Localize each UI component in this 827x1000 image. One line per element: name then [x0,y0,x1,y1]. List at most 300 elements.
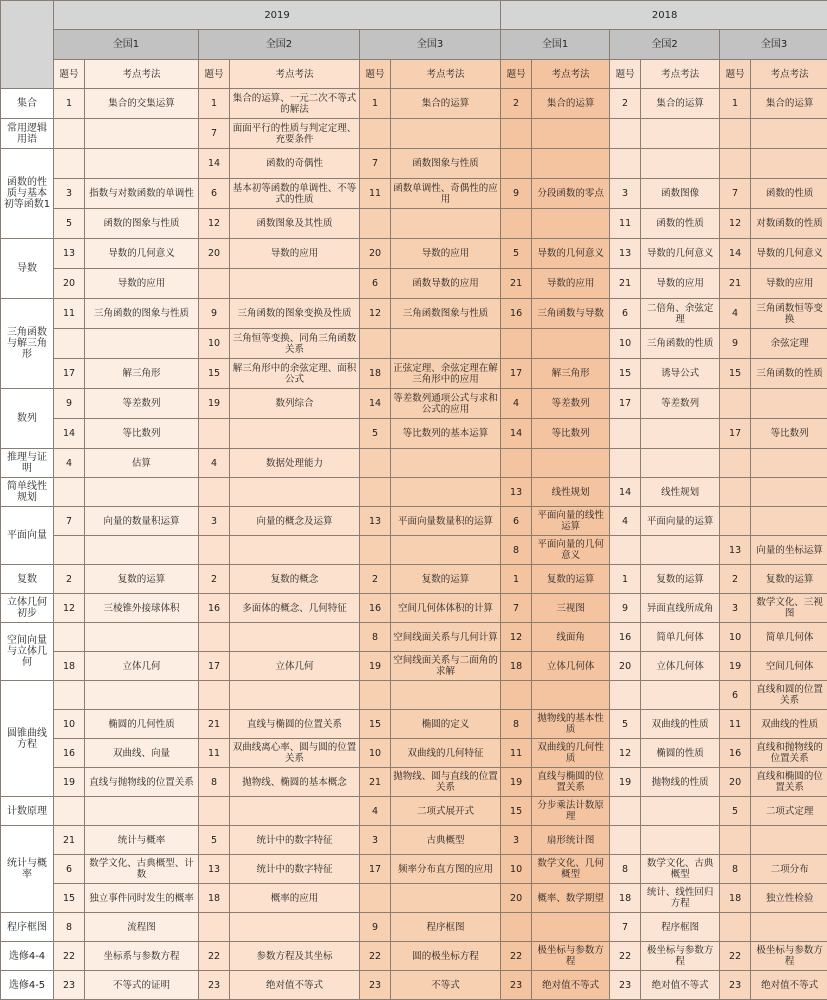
question-number: 15 [199,359,230,389]
col-header-topic: 考点考法 [532,60,610,89]
topic-cell: 函数导数的应用 [391,269,501,299]
question-number: 20 [360,239,391,269]
category-cell: 导数 [1,239,54,299]
topic-cell: 数列综合 [230,389,360,419]
topic-cell: 异面直线所成角 [641,594,720,623]
question-number: 6 [199,179,230,209]
topic-cell: 直线与椭圆的位置关系 [532,768,610,797]
question-number [199,478,230,507]
topic-cell: 函数的性质 [641,209,720,239]
table-row [1,710,827,739]
question-number: 17 [501,359,532,389]
topic-cell: 椭圆的性质 [641,739,720,768]
question-number: 15 [720,359,751,389]
question-number: 20 [720,768,751,797]
category-cell: 简单线性规划 [1,478,54,507]
question-number: 22 [501,942,532,971]
table-row [1,536,827,565]
topic-cell: 三角函数恒等变换 [751,299,827,329]
category-cell: 平面向量 [1,507,54,565]
category-cell: 选修4-4 [1,942,54,971]
col-header-topic: 考点考法 [391,60,501,89]
topic-cell: 立体几何 [85,652,199,681]
topic-cell [532,681,610,710]
topic-cell: 不等式的证明 [85,971,199,1000]
category-cell: 统计与概率 [1,826,54,913]
topic-cell: 等比数列 [85,419,199,449]
table-row [1,478,827,507]
topic-cell: 函数图象及其性质 [230,209,360,239]
topic-cell: 导数的几何意义 [85,239,199,269]
question-number: 20 [501,884,532,913]
topic-cell: 集合的运算 [751,89,827,119]
topic-cell: 诱导公式 [641,359,720,389]
question-number: 5 [501,239,532,269]
topic-cell [751,119,827,149]
question-number: 20 [199,239,230,269]
topic-cell [391,681,501,710]
question-number: 9 [54,389,85,419]
topic-cell: 空间线面关系与几何计算 [391,623,501,652]
question-number: 8 [610,855,641,884]
topic-cell [230,797,360,826]
question-number: 22 [610,942,641,971]
region-header-row [1,30,827,60]
topic-cell [751,449,827,478]
topic-cell: 导数的应用 [751,269,827,299]
topic-cell: 复数的运算 [85,565,199,594]
topic-cell: 简单几何体 [751,623,827,652]
question-number: 8 [501,536,532,565]
question-number: 18 [360,359,391,389]
topic-cell [85,681,199,710]
question-number [199,623,230,652]
topic-cell: 正弦定理、余弦定理在解三角形中的应用 [391,359,501,389]
col-header-topic: 考点考法 [751,60,827,89]
question-number [360,536,391,565]
topic-cell [85,329,199,359]
question-number [360,209,391,239]
topic-cell: 空间几何体体积的计算 [391,594,501,623]
topic-cell: 函数图像 [641,179,720,209]
topic-cell: 参数方程及其坐标 [230,942,360,971]
topic-cell: 椭圆的几何性质 [85,710,199,739]
topic-cell: 线性规划 [641,478,720,507]
topic-cell: 独立性检验 [751,884,827,913]
question-number: 2 [610,89,641,119]
question-number: 1 [501,565,532,594]
table-row [1,419,827,449]
question-number: 10 [360,739,391,768]
table-row [1,855,827,884]
question-number: 17 [199,652,230,681]
category-cell: 立体几何初步 [1,594,54,623]
question-number: 20 [610,652,641,681]
question-number: 22 [199,942,230,971]
topic-cell: 三角恒等变换、同角三角函数关系 [230,329,360,359]
topic-cell: 对数函数的性质 [751,209,827,239]
topic-cell: 向量的概念及运算 [230,507,360,536]
question-number [360,449,391,478]
question-number: 2 [360,565,391,594]
topic-cell: 直线与椭圆的位置关系 [230,710,360,739]
table-row [1,623,827,652]
topic-cell: 立体几何体 [641,652,720,681]
topic-cell [532,913,610,942]
topic-cell: 函数的图象与性质 [85,209,199,239]
question-number: 19 [501,768,532,797]
topic-cell: 立体几何 [230,652,360,681]
question-number [610,419,641,449]
topic-cell: 导数的应用 [391,239,501,269]
category-cell: 选修4-5 [1,971,54,1000]
table-row [1,449,827,478]
topic-cell [391,884,501,913]
table-row [1,269,827,299]
topic-cell: 极坐标与参数方程 [641,942,720,971]
table-row [1,209,827,239]
question-number: 4 [54,449,85,478]
category-cell: 复数 [1,565,54,594]
table-row [1,179,827,209]
question-number: 6 [360,269,391,299]
topic-cell [85,623,199,652]
question-number: 7 [360,149,391,179]
topic-cell: 数学文化、古典概型、计数 [85,855,199,884]
col-header-topic: 考点考法 [85,60,199,89]
year-label: 2019 [54,1,501,30]
topic-cell: 极坐标与参数方程 [532,942,610,971]
topic-cell: 二项式定理 [751,797,827,826]
topic-cell: 概率的应用 [230,884,360,913]
topic-cell: 二项分布 [751,855,827,884]
topic-cell: 抛物线的性质 [641,768,720,797]
question-number: 16 [54,739,85,768]
table-row [1,884,827,913]
question-number [360,478,391,507]
topic-cell: 分段函数的零点 [532,179,610,209]
column-header-row [1,60,827,89]
topic-cell: 导数的应用 [641,269,720,299]
year-header-row [1,1,827,30]
region-label: 全国2 [610,30,720,60]
question-number: 7 [501,594,532,623]
question-number: 4 [610,507,641,536]
topic-cell: 双曲线的性质 [751,710,827,739]
topic-cell: 等差数列 [85,389,199,419]
question-number: 22 [360,942,391,971]
table-row [1,768,827,797]
topic-cell: 绝对值不等式 [641,971,720,1000]
col-header-num: 题号 [720,60,751,89]
question-number: 9 [610,594,641,623]
question-number: 11 [720,710,751,739]
topic-cell: 导数的几何意义 [641,239,720,269]
topic-cell: 抛物线、椭圆的基本概念 [230,768,360,797]
topic-cell [641,826,720,855]
question-number: 16 [610,623,641,652]
question-number [720,389,751,419]
question-number: 4 [199,449,230,478]
question-number: 15 [54,884,85,913]
question-number [720,507,751,536]
category-cell: 计数原理 [1,797,54,826]
question-number: 8 [720,855,751,884]
topic-cell: 数学文化、古典概型 [641,855,720,884]
region-label: 全国3 [360,30,501,60]
question-number: 3 [360,826,391,855]
topic-cell: 独立事件同时发生的概率 [85,884,199,913]
topic-cell: 解三角形中的余弦定理、面积公式 [230,359,360,389]
question-number [360,884,391,913]
question-number: 10 [720,623,751,652]
table-row [1,652,827,681]
topic-cell: 复数的运算 [532,565,610,594]
topic-cell [230,269,360,299]
question-number [54,119,85,149]
table-row [1,942,827,971]
topic-cell: 分步乘法计数原理 [532,797,610,826]
topic-cell: 等比数列 [532,419,610,449]
question-number: 13 [199,855,230,884]
question-number: 8 [54,913,85,942]
question-number: 11 [610,209,641,239]
topic-cell: 极坐标与参数方程 [751,942,827,971]
topic-cell: 估算 [85,449,199,478]
topic-cell: 简单几何体 [641,623,720,652]
category-cell: 空间向量与立体几何 [1,623,54,681]
topic-cell: 等差数列 [532,389,610,419]
question-number [360,681,391,710]
col-header-num: 题号 [501,60,532,89]
question-number: 14 [501,419,532,449]
topic-cell: 二倍角、余弦定理 [641,299,720,329]
question-number: 12 [610,739,641,768]
topic-cell [532,149,610,179]
question-number: 5 [610,710,641,739]
question-number: 19 [199,389,230,419]
topic-cell [85,797,199,826]
topic-cell: 函数的奇偶性 [230,149,360,179]
question-number [501,149,532,179]
question-number: 9 [360,913,391,942]
question-number [360,119,391,149]
topic-cell: 三角函数的性质 [751,359,827,389]
question-number: 12 [720,209,751,239]
col-header-num: 题号 [610,60,641,89]
topic-cell: 指数与对数函数的单调性 [85,179,199,209]
question-number: 15 [501,797,532,826]
topic-cell: 复数的运算 [641,565,720,594]
question-number [199,419,230,449]
table-row [1,594,827,623]
question-number: 4 [360,797,391,826]
topic-cell: 面面平行的性质与判定定理、充要条件 [230,119,360,149]
topic-cell: 数据处理能力 [230,449,360,478]
question-number: 2 [501,89,532,119]
question-number: 21 [720,269,751,299]
question-number: 16 [199,594,230,623]
topic-cell [641,536,720,565]
question-number: 12 [360,299,391,329]
question-number [54,623,85,652]
topic-cell [532,119,610,149]
topic-cell [230,478,360,507]
topic-cell: 圆的极坐标方程 [391,942,501,971]
question-number: 11 [54,299,85,329]
question-number [54,478,85,507]
topic-cell: 数学文化、三视图 [751,594,827,623]
question-number: 17 [720,419,751,449]
question-number: 10 [54,710,85,739]
question-number [610,826,641,855]
topic-cell: 统计中的数字特征 [230,826,360,855]
question-number: 12 [501,623,532,652]
question-number [199,913,230,942]
category-cell: 数列 [1,389,54,449]
question-number: 10 [610,329,641,359]
table-row [1,565,827,594]
question-number: 7 [54,507,85,536]
question-number: 5 [360,419,391,449]
topic-cell: 抛物线、圆与直线的位置关系 [391,768,501,797]
question-number: 4 [720,299,751,329]
topic-cell [751,826,827,855]
question-number [610,536,641,565]
question-number: 10 [501,855,532,884]
table-row [1,359,827,389]
question-number [54,536,85,565]
question-number: 19 [720,652,751,681]
category-cell: 集合 [1,89,54,119]
topic-cell: 余弦定理 [751,329,827,359]
topic-cell: 平面向量的运算 [641,507,720,536]
topic-cell: 多面体的概念、几何特征 [230,594,360,623]
question-number [610,797,641,826]
question-number: 13 [720,536,751,565]
topic-cell: 绝对值不等式 [230,971,360,1000]
question-number: 13 [360,507,391,536]
question-number: 23 [610,971,641,1000]
question-number: 21 [54,826,85,855]
question-number: 12 [54,594,85,623]
topic-cell: 复数的运算 [751,565,827,594]
table-row [1,681,827,710]
question-number: 13 [54,239,85,269]
col-header-num: 题号 [54,60,85,89]
question-number: 13 [501,478,532,507]
topic-cell: 集合的运算 [532,89,610,119]
topic-cell: 向量的坐标运算 [751,536,827,565]
question-number: 8 [501,710,532,739]
topic-cell: 三角函数与导数 [532,299,610,329]
topic-cell: 三视图 [532,594,610,623]
table-row [1,239,827,269]
topic-cell: 平面向量数量积的运算 [391,507,501,536]
question-number: 12 [199,209,230,239]
topic-cell [532,209,610,239]
question-number: 17 [610,389,641,419]
question-number: 16 [501,299,532,329]
topic-cell [391,478,501,507]
question-number: 9 [199,299,230,329]
topic-cell [641,119,720,149]
topic-cell: 概率、数学期望 [532,884,610,913]
topic-cell: 解三角形 [532,359,610,389]
region-label: 全国2 [199,30,360,60]
question-number: 7 [199,119,230,149]
question-number: 5 [720,797,751,826]
question-number: 15 [360,710,391,739]
question-number [501,449,532,478]
question-number: 21 [199,710,230,739]
question-number: 11 [501,739,532,768]
topic-cell: 向量的数量积运算 [85,507,199,536]
question-number: 19 [610,768,641,797]
question-number: 23 [501,971,532,1000]
col-header-topic: 考点考法 [641,60,720,89]
region-label: 全国3 [720,30,827,60]
topic-cell: 双曲线、向量 [85,739,199,768]
topic-cell [391,119,501,149]
table-row [1,389,827,419]
question-number: 3 [720,594,751,623]
topic-cell: 等差数列 [641,389,720,419]
topic-cell [751,389,827,419]
table-row [1,89,827,119]
topic-cell: 解三角形 [85,359,199,389]
topic-cell: 统计、线性回归方程 [641,884,720,913]
category-cell: 圆锥曲线方程 [1,681,54,797]
question-number: 8 [199,768,230,797]
region-label: 全国1 [501,30,610,60]
question-number: 8 [360,623,391,652]
question-number: 18 [501,652,532,681]
topic-cell: 集合的运算 [391,89,501,119]
topic-cell: 集合的交集运算 [85,89,199,119]
category-cell: 函数的性质与基本初等函数1 [1,149,54,239]
topic-cell: 函数的性质 [751,179,827,209]
question-number: 10 [199,329,230,359]
question-number [501,329,532,359]
question-number: 18 [720,884,751,913]
col-header-num: 题号 [199,60,230,89]
topic-cell: 集合的运算、一元二次不等式的解法 [230,89,360,119]
topic-cell [532,329,610,359]
category-cell: 推理与证明 [1,449,54,478]
topic-cell: 导数的应用 [532,269,610,299]
question-number: 21 [501,269,532,299]
topic-cell [751,913,827,942]
category-cell: 常用逻辑用语 [1,119,54,149]
topic-cell: 三角函数的图象变换及性质 [230,299,360,329]
topic-cell [641,449,720,478]
question-number [720,449,751,478]
question-number: 18 [54,652,85,681]
question-number: 5 [199,826,230,855]
table-row [1,826,827,855]
question-number [54,149,85,179]
question-number [199,681,230,710]
question-number: 1 [720,89,751,119]
question-number: 21 [610,269,641,299]
topic-cell [391,209,501,239]
question-number [54,329,85,359]
question-number: 16 [360,594,391,623]
topic-cell: 空间线面关系与二面角的求解 [391,652,501,681]
topic-cell [641,419,720,449]
topic-cell: 程序框图 [641,913,720,942]
